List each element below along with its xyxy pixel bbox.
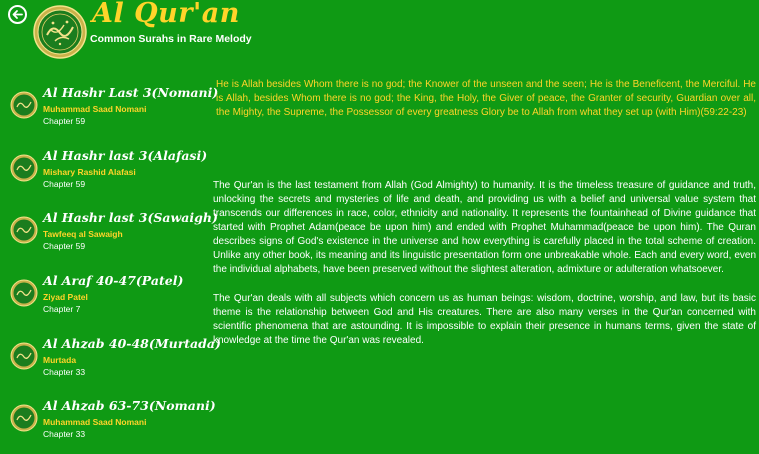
surah-list-item[interactable] — [8, 148, 208, 204]
surah-title: Al Hashr last 3(Alafasi) — [43, 148, 208, 163]
surah-reciter: Muhammad Saad Nomani — [43, 417, 147, 427]
ayah-text: He is Allah besides Whom there is no god; the Knower of the unseen and the seen; He is the Beneficent, the Merciful. He is Allah, besides Whom there is no god; the King, the Holy, the Giver of peace, the Granter of security, Guardian over all, the Mighty, the Supreme, the Possessor of every greatness Glory be to Allah from what they set up (with Him)(59:22-23) — [216, 79, 756, 118]
quran-emblem-icon — [10, 154, 38, 182]
surah-list-item[interactable] — [8, 210, 218, 266]
surah-chapter: Chapter 59 — [43, 116, 86, 126]
surah-title: Al Ahzab 40-48(Murtada) — [43, 336, 221, 351]
back-button[interactable] — [8, 5, 27, 24]
surah-chapter: Chapter 33 — [43, 367, 86, 377]
quran-emblem-icon — [10, 279, 38, 307]
app-subtitle: Common Surahs in Rare Melody — [90, 33, 252, 45]
surah-reciter: Murtada — [43, 355, 77, 365]
surah-title: Al Hashr Last 3(Nomani) — [43, 85, 219, 100]
surah-chapter: Chapter 33 — [43, 429, 86, 439]
surah-list-item[interactable] — [8, 85, 219, 141]
quran-calligraphy-emblem-icon — [33, 5, 87, 59]
surah-reciter: Muhammad Saad Nomani — [43, 104, 147, 114]
surah-chapter: Chapter 59 — [43, 179, 86, 189]
surah-list[interactable] — [0, 85, 221, 439]
surah-chapter: Chapter 59 — [43, 241, 86, 251]
intro-paragraph: The Qur'an is the last testament from Allah (God Almighty) to humanity. It is the timeless treasure of guidance and truth, unlocking the secrets and mysteries of life and death, and providing us with a belief and universal value system that transcends our differences in race, color, ethnicity and nationality. It represents the fountainhead of Divine guidance that started with Prophet Adam(peace be upon him) and ended with Prophet Muhammad(peace be upon him). The Quran describes signs of God's existence in the universe and how everything is carefully placed in the total scheme of creation. Unlike any other book, its meaning and its linguistic presentation form one unbreakable whole. Each and every word, even the individual alphabets, have been preserved without the slightest alteration, admixture or adulteration whatsoever. — [213, 180, 756, 275]
quran-emblem-icon — [10, 404, 38, 432]
surah-list-item[interactable] — [8, 273, 203, 329]
surah-list-item[interactable] — [8, 336, 221, 392]
surah-reciter: Ziyad Patel — [43, 292, 88, 302]
app-title: Al Qur'an — [92, 0, 240, 29]
surah-chapter: Chapter 7 — [43, 304, 81, 314]
quran-emblem-icon — [10, 91, 38, 119]
back-arrow-icon — [12, 9, 23, 20]
quran-emblem-icon — [10, 342, 38, 370]
surah-reciter: Mishary Rashid Alafasi — [43, 167, 136, 177]
surah-title: Al Hashr last 3(Sawaigh) — [43, 210, 218, 225]
surah-title: Al Araf 40-47(Patel) — [43, 273, 184, 288]
quran-emblem-icon — [10, 216, 38, 244]
surah-title: Al Ahzab 63-73(Nomani) — [43, 398, 216, 413]
surah-list-item[interactable] — [8, 398, 216, 454]
subjects-paragraph: The Qur'an deals with all subjects which concern us as human beings: wisdom, doctrine, worship, and law, but its basic theme is the relationship between God and His creatures. There are also many verses in the Qur'an concerned with scientific phenomena that are astounding. It is impossible to explain their presence in humans terms, given the state of knowledge at the time the Qur'an was revealed. — [213, 293, 756, 346]
surah-reciter: Tawfeeq al Sawaigh — [43, 229, 123, 239]
